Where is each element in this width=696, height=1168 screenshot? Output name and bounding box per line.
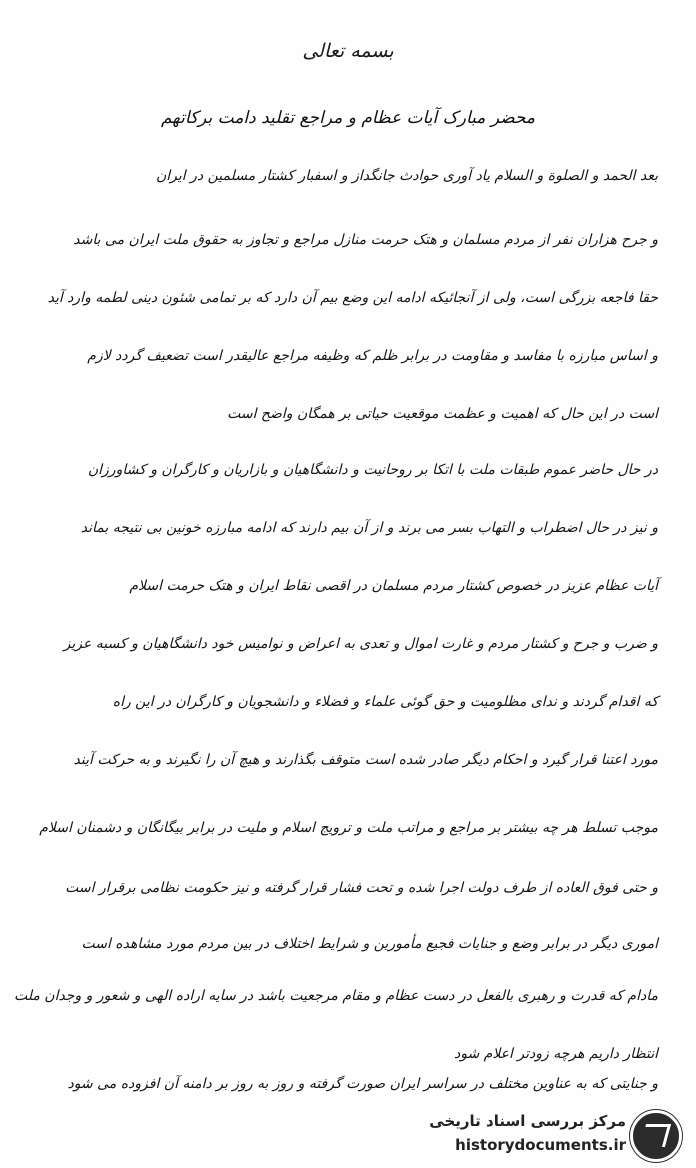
letter-line: که اقدام گردند و ندای مظلومیت و حق گوئی علماء و فضلاء و دانشجویان و کارگران در این راه	[112, 694, 658, 710]
letter-line: اموری دیگر در برابر وضع و جنایات فجیع مأمورین و شرایط اختلاف در بین مردم مورد مشاهده است	[81, 936, 658, 952]
letter-line: است در این حال که اهمیت و عظمت موقعیت حیاتی بر همگان واضح است	[227, 406, 658, 422]
letter-line: موجب تسلط هر چه بیشتر بر مراجع و مراتب ملت و ترویج اسلام و ملیت در برابر بیگانگان و دشمنان اسلام	[39, 820, 658, 836]
letter-line: مورد اعتنا قرار گیرد و احکام دیگر صادر شده است متوقف بگذارند و هیچ آن را نگیرند و به حرکت آیند	[73, 752, 658, 768]
document-archive-icon	[630, 1110, 682, 1162]
letter-line: و جنایتی که به عناوین مختلف در سراسر ایران صورت گرفته و روز به روز بر دامنه آن افزوده می شود	[67, 1076, 658, 1092]
bismillah-header: بسمه تعالی	[302, 40, 394, 62]
letter-line: آیات عظام عزیز در خصوص کشتار مردم مسلمان در اقصی نقاط ایران و هتک حرمت اسلام	[129, 578, 658, 594]
letter-line: و حتی فوق العاده از طرف دولت اجرا شده و تحت فشار قرار گرفته و نیز حکومت نظامی برقرار است	[65, 880, 658, 896]
watermark-title: مرکز بررسی اسناد تاریخی	[429, 1112, 626, 1130]
letter-line: انتظار داریم هرچه زودتر اعلام شود	[454, 1046, 658, 1062]
letter-line: و ضرب و جرح و کشتار مردم و غارت اموال و تعدی به اعراض و نوامیس خود دانشگاهیان و کسبه عزیز	[63, 636, 658, 652]
watermark	[362, 1108, 682, 1160]
letter-line: و اساس مبارزه با مفاسد و مقاومت در برابر ظلم که وظیفه مراجع عالیقدر است تضعیف گردد لازم	[87, 348, 658, 364]
letter-line: و نیز در حال اضطراب و التهاب بسر می برند و از آن بیم دارند که ادامه مبارزه خونین بی نتیجه بماند	[80, 520, 658, 536]
letter-heading: محضر مبارک آیات عظام و مراجع تقلید دامت برکاتهم	[160, 108, 536, 128]
letter-line: و جرح هزاران نفر از مردم مسلمان و هتک حرمت منازل مراجع و تجاوز به حقوق ملت ایران می باشد	[73, 232, 658, 248]
watermark-url: historydocuments.ir	[455, 1136, 626, 1154]
letter-line: مادام که قدرت و رهبری بالفعل در دست عظام و مقام مرجعیت باشد در سایه اراده الهی و شعور و وجدان ملت	[13, 988, 658, 1004]
letter-line: در حال حاضر عموم طبقات ملت با اتکا بر روحانیت و دانشگاهیان و بازاریان و کارگران و کشاورزان	[87, 462, 658, 478]
letter-line: حقا فاجعه بزرگی است، ولی از آنجائیکه ادامه این وضع بیم آن دارد که بر تمامی شئون دینی لطمه وارد آید	[47, 290, 658, 306]
letter-line: بعد الحمد و الصلوة و السلام یاد آوری حوادث جانگداز و اسفبار کشتار مسلمین در ایران	[156, 168, 658, 184]
